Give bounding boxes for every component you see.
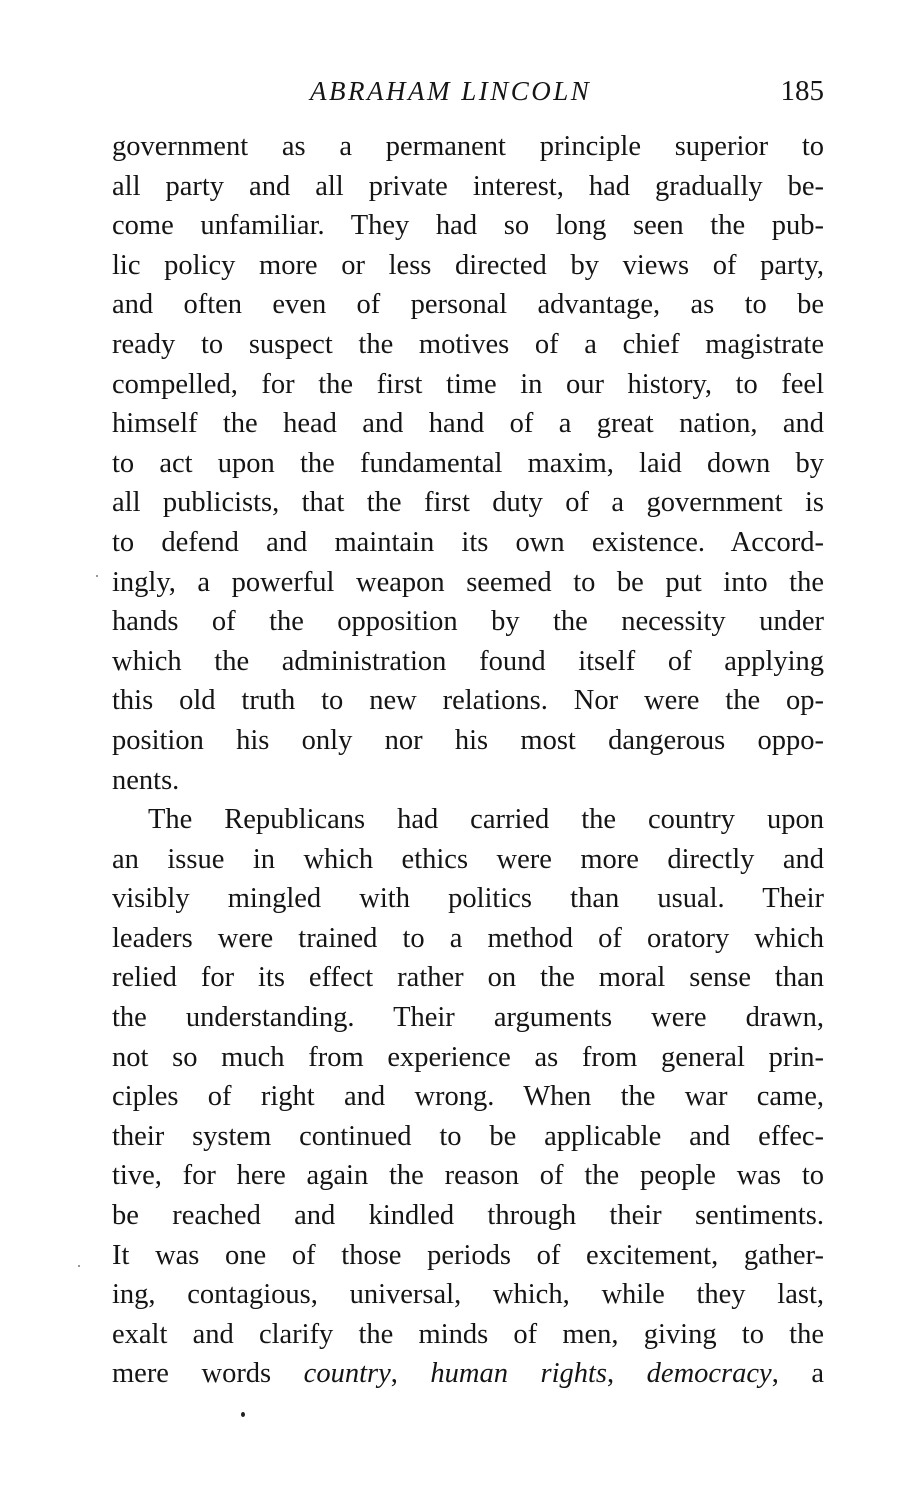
text-line: relied for its effect rather on the moral sense than — [112, 962, 824, 994]
text-line: leaders were trained to a method of oratory which — [112, 922, 824, 954]
text-span: , a — [771, 1358, 825, 1390]
text-line: visibly mingled with politics than usual. Their — [112, 883, 824, 915]
text-line: the understanding. Their arguments were drawn, — [112, 1002, 824, 1034]
text-line: to act upon the fundamental maxim, laid down by — [112, 447, 824, 479]
ink-speck — [96, 575, 98, 577]
text-line: ing, contagious, universal, which, while they last, — [112, 1279, 824, 1311]
text-line-italic-terms — [112, 1354, 824, 1394]
text-line: position his only nor his most dangerous oppo- — [112, 724, 824, 756]
text-line: all party and all private interest, had gradually be- — [112, 170, 824, 202]
text-line: this old truth to new relations. Nor were the op- — [112, 685, 824, 717]
paragraph-start-line: The Republicans had carried the country upon — [148, 804, 824, 836]
text-span: , — [607, 1358, 647, 1390]
text-line: compelled, for the first time in our history, to feel — [112, 368, 824, 400]
text-line: ciples of right and wrong. When the war came, — [112, 1081, 824, 1113]
text-line: It was one of those periods of excitement, gather- — [112, 1239, 824, 1271]
text-line: ready to suspect the motives of a chief magistrate — [112, 328, 824, 360]
running-head — [112, 74, 824, 114]
page-number: 185 — [780, 75, 824, 107]
ink-speck — [78, 1265, 80, 1267]
text-line: all publicists, that the first duty of a government is — [112, 487, 824, 519]
text-span: , — [390, 1358, 431, 1390]
text-line: be reached and kindled through their sentiments. — [112, 1200, 824, 1232]
text-span: mere words — [112, 1358, 304, 1390]
italic-term: country — [303, 1358, 391, 1390]
text-line: ingly, a powerful weapon seemed to be put into the — [112, 566, 824, 598]
text-line: which the administration found itself of applying — [112, 645, 824, 677]
text-line: himself the head and hand of a great nation, and — [112, 408, 824, 440]
running-title: ABRAHAM LINCOLN — [310, 76, 592, 106]
paragraph-end-line: nents. — [112, 764, 180, 796]
italic-term: human rights — [430, 1358, 608, 1390]
text-line: not so much from experience as from general prin- — [112, 1041, 824, 1073]
text-line: lic policy more or less directed by views of party, — [112, 249, 824, 281]
text-line: tive, for here again the reason of the people was to — [112, 1160, 824, 1192]
text-line: to defend and maintain its own existence. Accord- — [112, 526, 824, 558]
text-line: come unfamiliar. They had so long seen the pub- — [112, 210, 824, 242]
text-line: their system continued to be applicable and effec- — [112, 1120, 824, 1152]
ink-speck — [241, 1412, 245, 1417]
text-line: hands of the opposition by the necessity under — [112, 606, 824, 638]
body-text — [112, 127, 824, 1394]
text-line: government as a permanent principle superior to — [112, 131, 824, 162]
text-line: and often even of personal advantage, as to be — [112, 289, 824, 321]
text-line: an issue in which ethics were more directly and — [112, 843, 824, 875]
text-line: exalt and clarify the minds of men, giving to the — [112, 1318, 824, 1350]
italic-term: democracy — [646, 1358, 772, 1390]
